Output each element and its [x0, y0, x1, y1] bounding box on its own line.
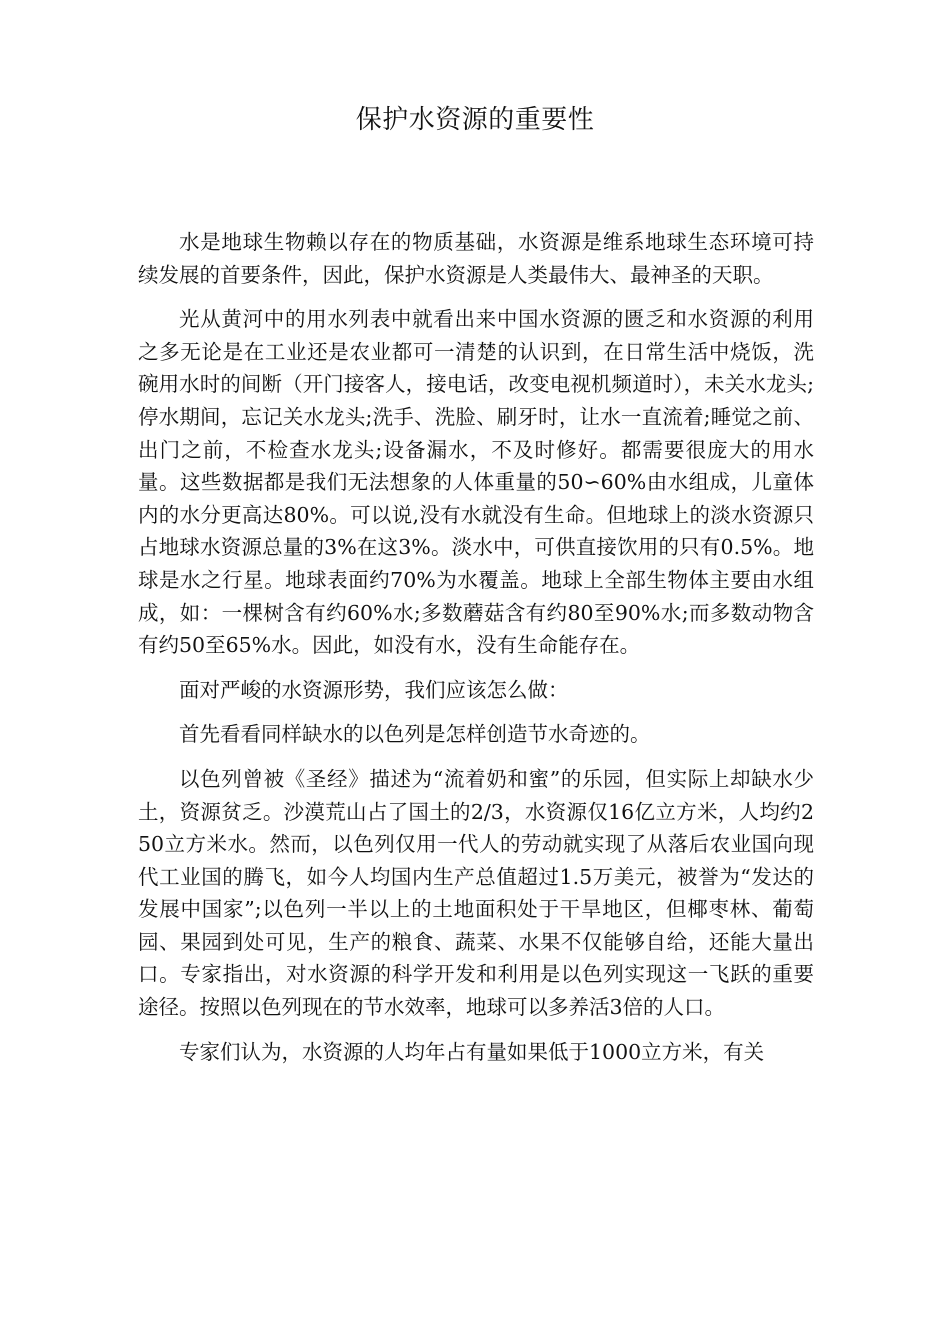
paragraph-5: 以色列曾被《圣经》描述为“流着奶和蜜”的乐园，但实际上却缺水少土，资源贫乏。沙漠荒山占了国土的2/3，水资源仅16亿立方米，人均约250立方米水。然而，以色列仅用一代人的劳动就实现了从落后农业国向现代工业国的腾飞，如今人均国内生产总值超过1.5万美元，被誉为“发达的发展中国家”;以色列一半以上的土地面积处于干旱地区，但椰枣林、葡萄园、果园到处可见，生产的粮食、蔬菜、水果不仅能够自给，还能大量出口。专家指出，对水资源的科学开发和利用是以色列实现这一飞跃的重要途径。按照以色列现在的节水效率，地球可以多养活3倍的人口。 [138, 766, 814, 1020]
paragraph-2: 光从黄河中的用水列表中就看出来中国水资源的匮乏和水资源的利用之多无论是在工业还是农业都可一清楚的认识到，在日常生活中烧饭，洗碗用水时的间断（开门接客人，接电话，改变电视机频道时），未关水龙头;停水期间，忘记关水龙头;洗手、洗脸、刷牙时，让水一直流着;睡觉之前、出门之前，不检查水龙头;设备漏水，不及时修好。都需要很庞大的用水量。这些数据都是我们无法想象的人体重量的50∽60%由水组成，儿童体内的水分更高达80%。可以说,没有水就没有生命。但地球上的淡水资源只占地球水资源总量的3%在这3%。淡水中，可供直接饮用的只有0.5%。地球是水之行星。地球表面约70%为水覆盖。地球上全部生物体主要由水组成，如：一棵树含有约60%水;多数蘑菇含有约80至90%水;而多数动物含有约50至65%水。因此，如没有水，没有生命能存在。 [138, 307, 814, 658]
paragraph-1: 水是地球生物赖以存在的物质基础，水资源是维系地球生态环境可持续发展的首要条件，因此，保护水资源是人类最伟大、最神圣的天职。 [138, 230, 814, 287]
paragraph-3: 面对严峻的水资源形势，我们应该怎么做： [179, 677, 569, 702]
paragraph-4: 首先看看同样缺水的以色列是怎样创造节水奇迹的。 [179, 722, 651, 747]
paragraph-6: 专家们认为，水资源的人均年占有量如果低于1000立方米，有关 [179, 1039, 765, 1064]
document-title: 保护水资源的重要性 [355, 105, 595, 135]
document-body [138, 226, 814, 1080]
